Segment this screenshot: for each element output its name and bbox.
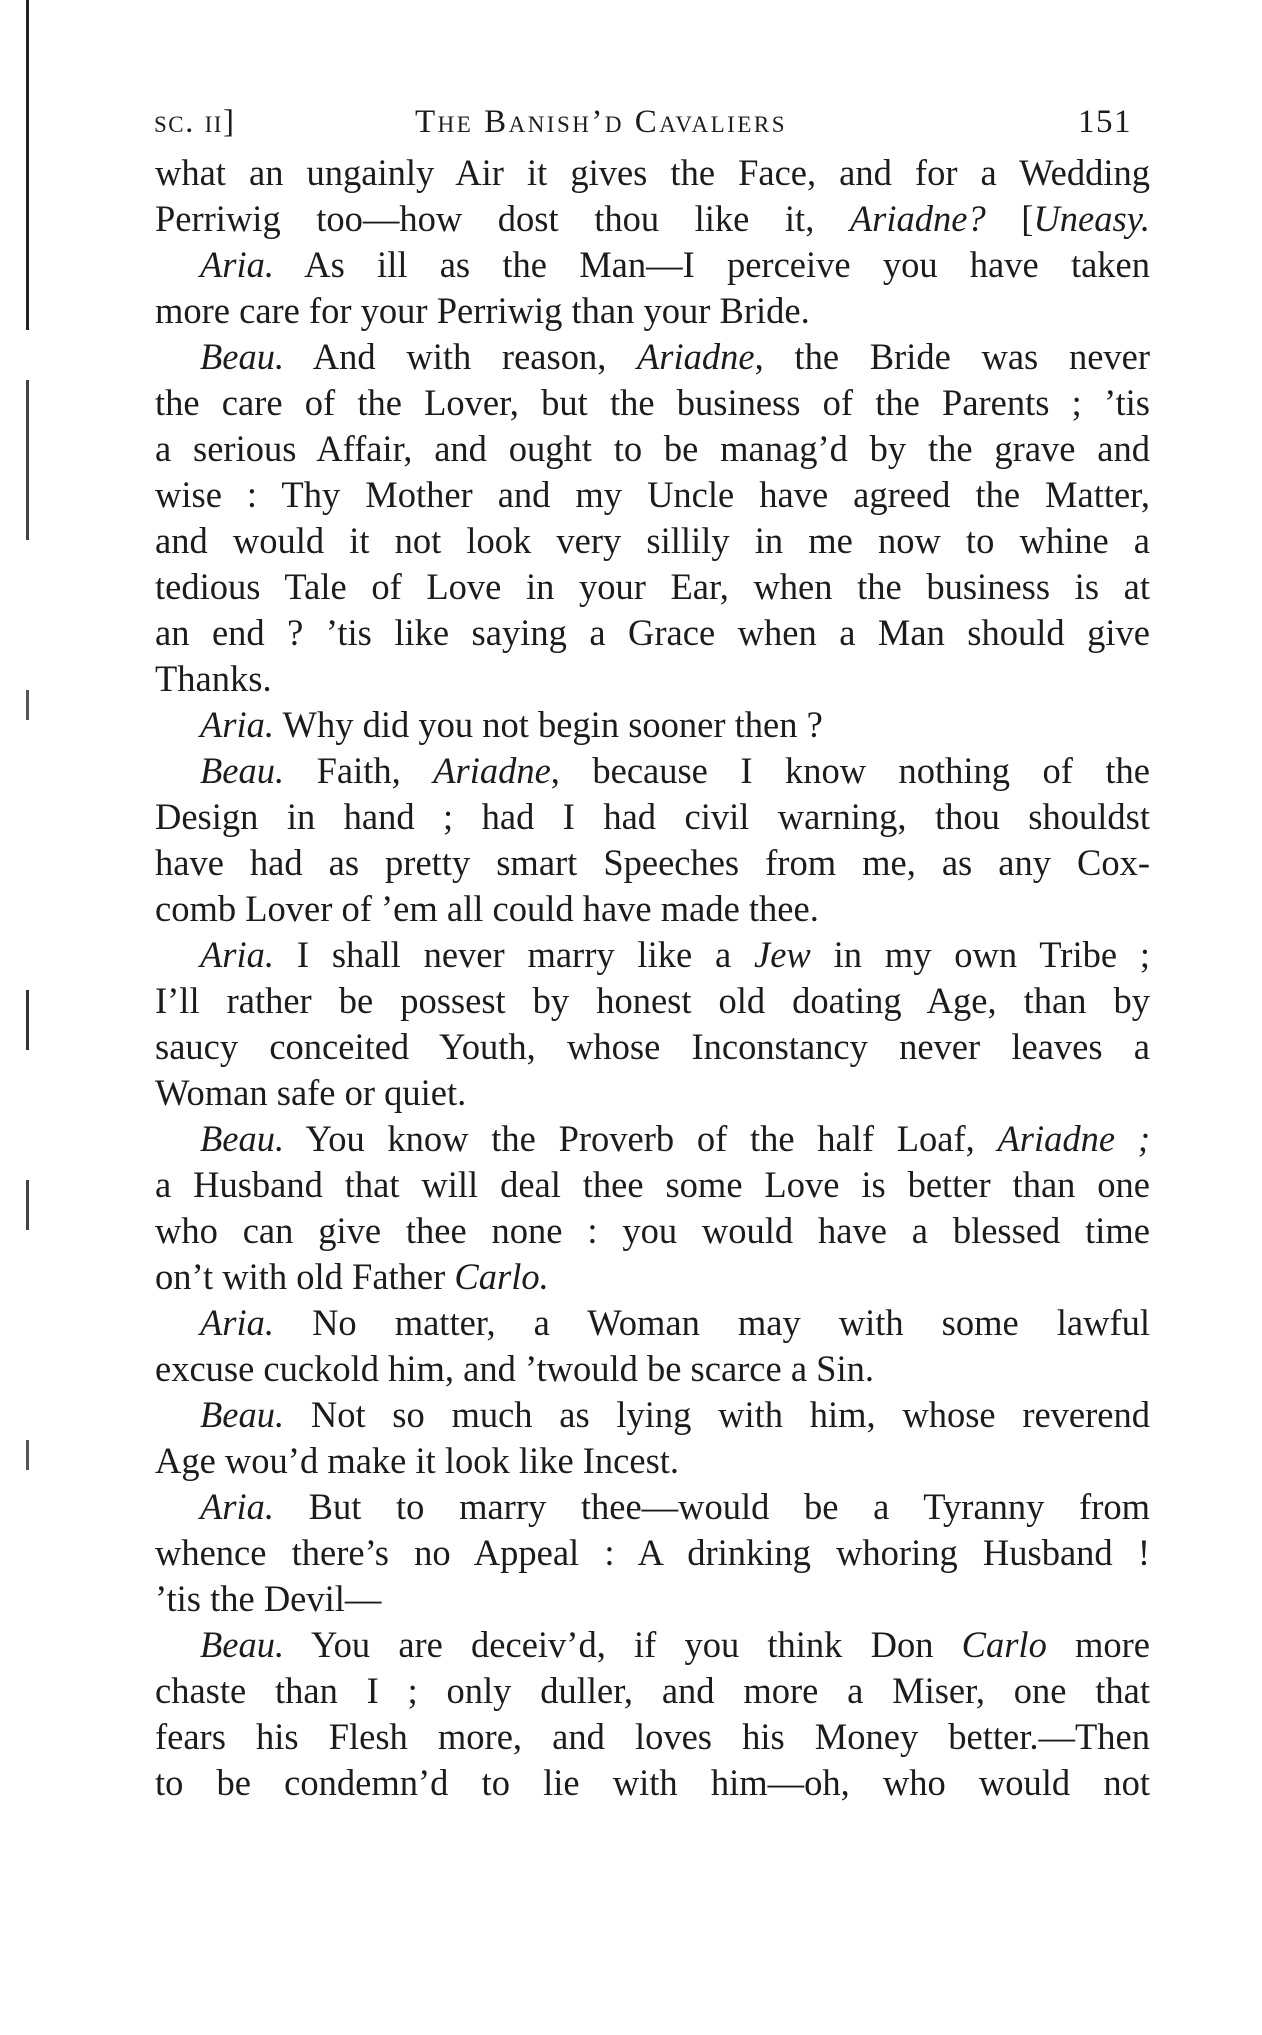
text-segment: No matter, a Woman may with some lawful (274, 1302, 1150, 1343)
text-line (155, 702, 1150, 748)
play-text (155, 150, 1150, 1806)
italic-text: Carlo (961, 1624, 1047, 1665)
text-segment: the care of the Lover, but the business of the Parents ; ’tis (155, 382, 1150, 423)
text-segment: an end ? ’tis like saying a Grace when a Man should give (155, 612, 1150, 653)
text-line (155, 1622, 1150, 1668)
page-edge-shadow (26, 0, 29, 2035)
text-segment: You are deceiv’d, if you think Don (284, 1624, 962, 1665)
text-line (155, 1300, 1150, 1346)
text-segment: Design in hand ; had I had civil warning, thou shouldst (155, 796, 1150, 837)
text-segment: wise : Thy Mother and my Uncle have agreed the Matter, (155, 474, 1150, 515)
italic-text: Aria. (200, 1302, 275, 1343)
text-segment: You know the Proverb of the half Loaf, (284, 1118, 998, 1159)
text-segment: ’tis the Devil— (155, 1578, 382, 1619)
text-segment: saucy conceited Youth, whose Inconstancy never leaves a (155, 1026, 1150, 1067)
text-segment: have had as pretty smart Speeches from me, as any Cox- (155, 842, 1150, 883)
text-segment: But to marry thee—would be a Tyranny from (274, 1486, 1150, 1527)
text-line (155, 1208, 1150, 1254)
italic-text: Beau. (200, 1118, 285, 1159)
text-segment: And with reason, (284, 336, 638, 377)
text-segment: Faith, (284, 750, 434, 791)
italic-text: Aria. (200, 934, 275, 975)
text-segment: in my own Tribe ; (810, 934, 1150, 975)
italic-text: Ariadne? (849, 198, 986, 239)
text-line (155, 334, 1150, 380)
text-line (155, 656, 1150, 702)
text-line (155, 1668, 1150, 1714)
text-segment: , because I know nothing of the (550, 750, 1150, 791)
text-line (155, 1254, 1150, 1300)
text-segment: more care for your Perriwig than your Bride. (155, 290, 810, 331)
italic-text: Aria. (200, 704, 275, 745)
text-segment: fears his Flesh more, and loves his Money better.—Then (155, 1716, 1150, 1757)
scene-marker: sc. ii] (154, 104, 236, 140)
text-segment: what an ungainly Air it gives the Face, and for a Wedding (155, 152, 1150, 193)
text-line (155, 472, 1150, 518)
text-line (155, 840, 1150, 886)
text-line (155, 1024, 1150, 1070)
text-line (155, 150, 1150, 196)
text-segment: excuse cuckold him, and ’twould be scarce a Sin. (155, 1348, 874, 1389)
italic-text: Beau. (200, 336, 285, 377)
text-line (155, 1070, 1150, 1116)
italic-text: Uneasy. (1033, 198, 1151, 239)
italic-text: Ariadne ; (997, 1118, 1150, 1159)
italic-text: Ariadne (433, 750, 551, 791)
text-line (155, 1392, 1150, 1438)
text-line (155, 564, 1150, 610)
text-line (155, 1162, 1150, 1208)
text-segment: Age wou’d make it look like Incest. (155, 1440, 680, 1481)
text-line (155, 1576, 1150, 1622)
text-line (155, 426, 1150, 472)
text-segment: , the Bride was never (754, 336, 1150, 377)
text-line (155, 196, 1150, 242)
text-segment: tedious Tale of Love in your Ear, when the business is at (155, 566, 1150, 607)
text-line (155, 932, 1150, 978)
text-segment: a Husband that will deal thee some Love is better than one (155, 1164, 1150, 1205)
text-line (155, 1714, 1150, 1760)
text-segment: more (1046, 1624, 1150, 1665)
running-header (150, 100, 1140, 150)
italic-text: Beau. (200, 1624, 285, 1665)
text-segment: I’ll rather be possest by honest old doating Age, than by (155, 980, 1150, 1021)
text-segment: As ill as the Man—I perceive you have taken (274, 244, 1150, 285)
text-line (155, 748, 1150, 794)
text-segment: on’t with old Father (155, 1256, 455, 1297)
running-title: The Banish’d Cavaliers (415, 104, 788, 140)
text-line (155, 1530, 1150, 1576)
italic-text: Beau. (200, 1394, 285, 1435)
text-segment: whence there’s no Appeal : A drinking whoring Husband ! (155, 1532, 1150, 1573)
text-segment: a serious Affair, and ought to be manag’d by the grave and (155, 428, 1150, 469)
text-line (155, 794, 1150, 840)
text-segment: Perriwig too—how dost thou like it, (155, 198, 850, 239)
italic-text: Ariadne (637, 336, 755, 377)
text-segment: Why did you not begin sooner then ? (274, 704, 823, 745)
text-line (155, 886, 1150, 932)
text-segment: comb Lover of ’em all could have made thee. (155, 888, 819, 929)
text-line (155, 1760, 1150, 1806)
text-segment: I shall never marry like a (274, 934, 755, 975)
text-line (155, 1116, 1150, 1162)
text-line (155, 1484, 1150, 1530)
text-line (155, 518, 1150, 564)
italic-text: Jew (754, 934, 811, 975)
text-segment: to be condemn’d to lie with him—oh, who would not (155, 1762, 1150, 1803)
text-segment: chaste than I ; only duller, and more a Miser, one that (155, 1670, 1150, 1711)
text-segment: Woman safe or quiet. (155, 1072, 467, 1113)
text-line (155, 288, 1150, 334)
text-line (155, 610, 1150, 656)
text-line (155, 1438, 1150, 1484)
italic-text: Beau. (200, 750, 285, 791)
page-number: 151 (1078, 104, 1132, 140)
text-line (155, 242, 1150, 288)
text-segment: Not so much as lying with him, whose reverend (284, 1394, 1150, 1435)
italic-text: Carlo. (454, 1256, 549, 1297)
text-segment: Thanks. (155, 658, 272, 699)
italic-text: Aria. (200, 1486, 275, 1527)
text-line (155, 1346, 1150, 1392)
text-segment: who can give thee none : you would have a blessed time (155, 1210, 1150, 1251)
text-line (155, 380, 1150, 426)
text-segment: and would it not look very sillily in me now to whine a (155, 520, 1150, 561)
text-segment: [ (985, 198, 1034, 239)
italic-text: Aria. (200, 244, 275, 285)
text-line (155, 978, 1150, 1024)
